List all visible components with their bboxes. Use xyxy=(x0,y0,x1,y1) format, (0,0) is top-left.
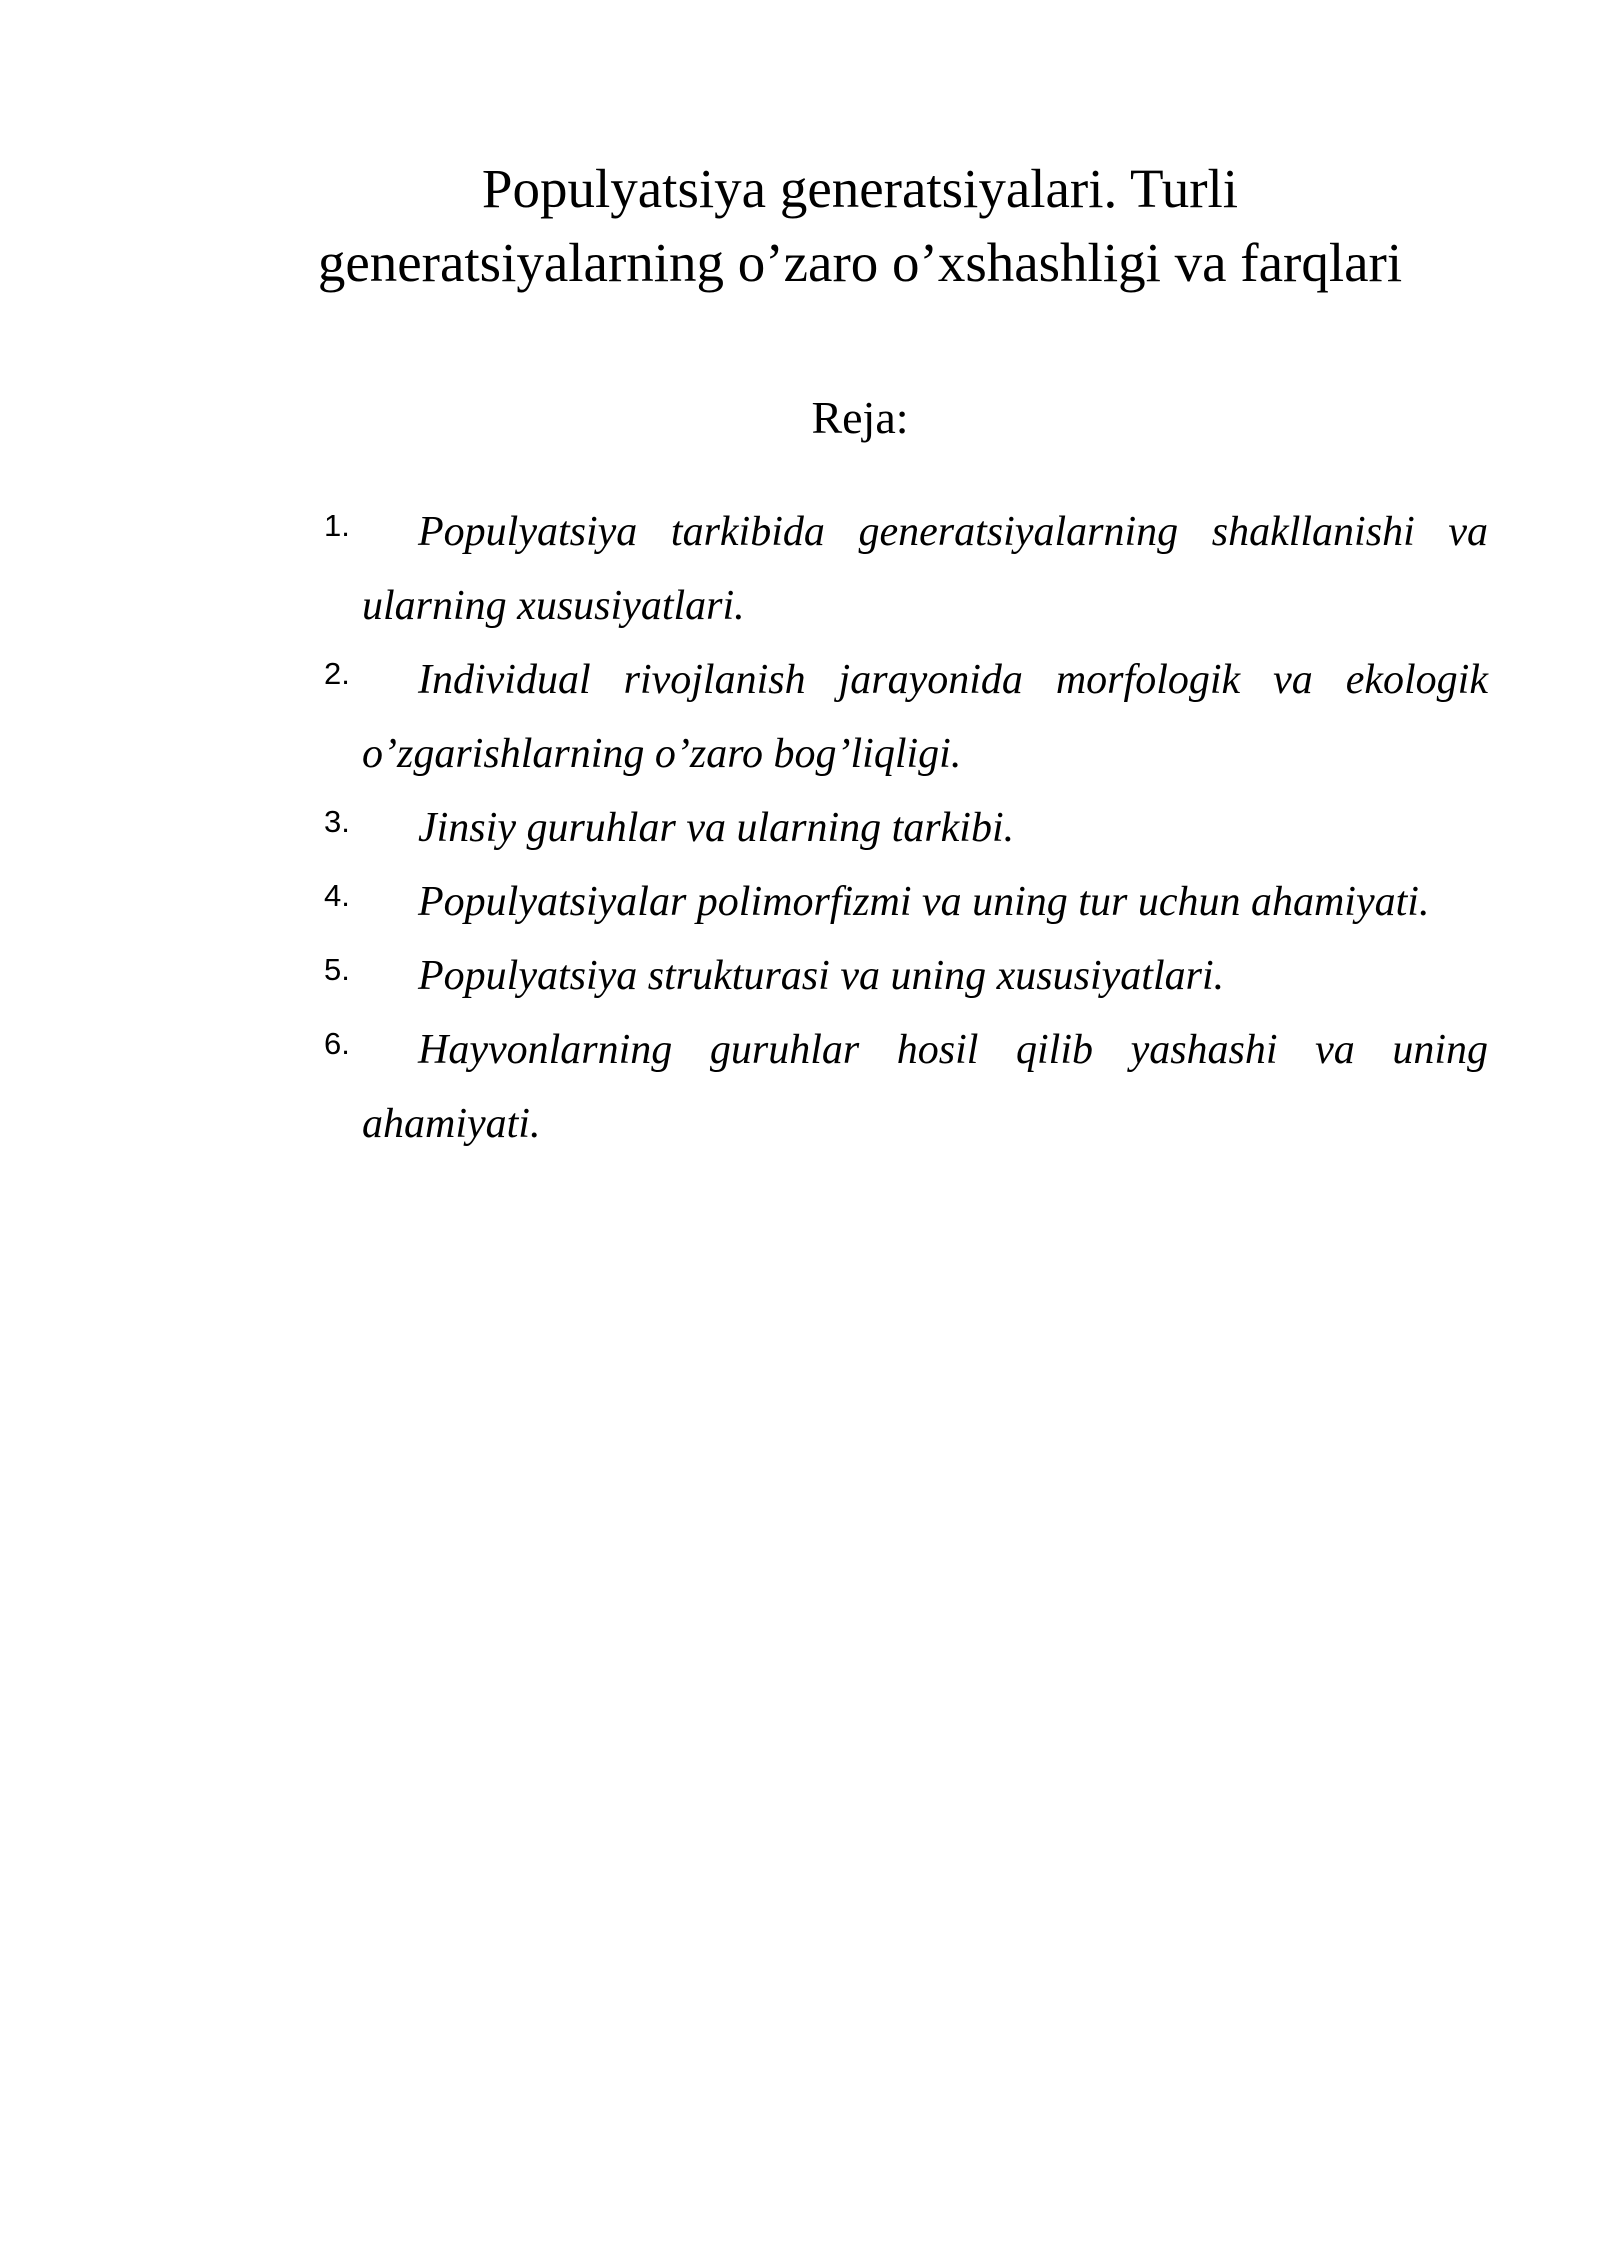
plan-item-text-continued: ularning xususiyatlari. xyxy=(362,583,745,629)
plan-item-number: 5. xyxy=(324,952,350,987)
title-line-1: Populyatsiya generatsiyalari. Turli xyxy=(481,158,1239,219)
title-line-2: generatsiyalarning o’zaro o’xshashligi va farqlari xyxy=(317,232,1403,293)
document-title xyxy=(200,152,1520,300)
plan-item-number: 3. xyxy=(324,804,350,839)
plan-item xyxy=(0,791,1600,865)
plan-item-number: 4. xyxy=(324,878,350,913)
plan-item-number: 6. xyxy=(324,1026,350,1061)
plan-item-number: 1. xyxy=(324,508,350,543)
plan-item xyxy=(0,865,1600,939)
plan-item-text-continued: ahamiyati. xyxy=(362,1101,541,1147)
plan-item-text-continued: o’zgarishlarning o’zaro bog’liqligi. xyxy=(362,731,962,777)
plan-item-text: Individual rivojlanish jarayonida morfologik va ekologik xyxy=(418,657,1488,703)
plan-item xyxy=(0,495,1600,643)
plan-item-text: Hayvonlarning guruhlar hosil qilib yashashi va uning xyxy=(418,1027,1488,1073)
plan-item xyxy=(0,939,1600,1013)
plan-heading: Reja: xyxy=(811,392,909,443)
plan-item xyxy=(0,643,1600,791)
plan-item-text: Populyatsiya tarkibida generatsiyalarning shakllanishi va xyxy=(418,509,1488,555)
plan-item-text: Jinsiy guruhlar va ularning tarkibi. xyxy=(418,805,1015,851)
plan-item-text: Populyatsiya strukturasi va uning xususiyatlari. xyxy=(418,953,1225,999)
plan-list xyxy=(0,495,1600,1161)
plan-item-text: Populyatsiyalar polimorfizmi va uning tur uchun ahamiyati. xyxy=(418,879,1430,925)
plan-item-number: 2. xyxy=(324,656,350,691)
plan-item xyxy=(0,1013,1600,1161)
